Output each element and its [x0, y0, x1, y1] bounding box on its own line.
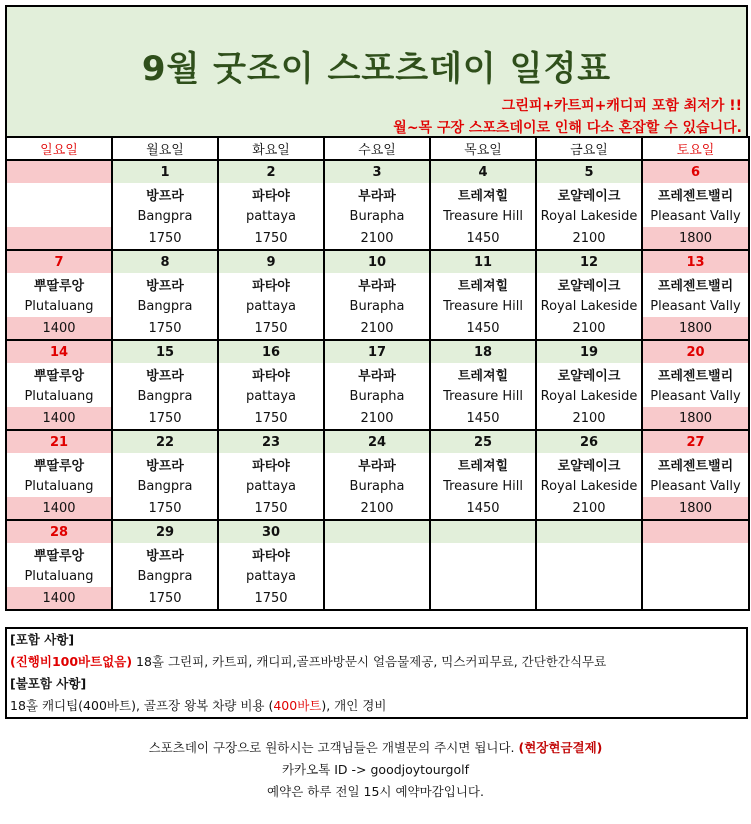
- weekday-header-row: [6, 137, 749, 160]
- weekday-header-tue: 화요일: [218, 137, 324, 160]
- excluded-text-pre: 18홀 캐디팁(400바트), 골프장 왕복 차량 비용 (: [10, 698, 274, 713]
- day-number: 22: [112, 430, 218, 453]
- course-price: 1450: [430, 497, 536, 520]
- day-number: 1: [112, 160, 218, 183]
- course-name: 방프라: [112, 453, 218, 475]
- day-number: 20: [642, 340, 749, 363]
- calendar-price-row: [6, 587, 749, 610]
- course-english-name: Pleasant Vally: [642, 475, 749, 497]
- day-number: 16: [218, 340, 324, 363]
- included-title: [포함 사항]: [10, 632, 75, 647]
- course-price: 1750: [112, 587, 218, 610]
- course-english-name: [430, 565, 536, 587]
- day-number: 12: [536, 250, 642, 273]
- course-english-name: pattaya: [218, 565, 324, 587]
- day-number: 13: [642, 250, 749, 273]
- calendar-name-row: [6, 183, 749, 205]
- excluded-row: [7, 695, 746, 717]
- footer-text-1: 스포츠데이 구장으로 원하시는 고객님들은 개별문의 주시면 됩니다.: [148, 740, 519, 755]
- course-price: 2100: [536, 317, 642, 340]
- course-name: 파타야: [218, 183, 324, 205]
- course-price: 1750: [112, 407, 218, 430]
- course-english-name: Plutaluang: [6, 475, 112, 497]
- course-english-name: Treasure Hill: [430, 475, 536, 497]
- course-name: 프레젠트밸리: [642, 183, 749, 205]
- course-price: [642, 587, 749, 610]
- course-english-name: Bangpra: [112, 565, 218, 587]
- calendar-name-row: [6, 363, 749, 385]
- day-number: [536, 520, 642, 543]
- course-name: 방프라: [112, 363, 218, 385]
- day-number: 17: [324, 340, 430, 363]
- course-english-name: Plutaluang: [6, 385, 112, 407]
- course-name: 뿌딸루앙: [6, 453, 112, 475]
- course-price: 1750: [112, 317, 218, 340]
- course-price: [324, 587, 430, 610]
- course-english-name: pattaya: [218, 475, 324, 497]
- course-english-name: Bangpra: [112, 205, 218, 227]
- included-title-row: [7, 629, 746, 651]
- calendar-eng-row: [6, 475, 749, 497]
- weekday-header-wed: 수요일: [324, 137, 430, 160]
- calendar-date-row: [6, 340, 749, 363]
- course-name: 트레져힐: [430, 453, 536, 475]
- included-note: (진행비100바트없음): [10, 654, 133, 669]
- course-price: 1750: [218, 587, 324, 610]
- day-number: 7: [6, 250, 112, 273]
- day-number: 9: [218, 250, 324, 273]
- footer-deadline: 예약은 하루 전일 15시 예약마감입니다.: [267, 784, 484, 799]
- course-english-name: [536, 565, 642, 587]
- excluded-red: 400바트: [273, 698, 322, 713]
- included-row: [7, 651, 746, 673]
- day-number: 19: [536, 340, 642, 363]
- course-price: 2100: [536, 497, 642, 520]
- day-number: 15: [112, 340, 218, 363]
- course-name: 트레져힐: [430, 363, 536, 385]
- day-number: 5: [536, 160, 642, 183]
- course-english-name: Burapha: [324, 385, 430, 407]
- weekday-header-sun: 일요일: [6, 137, 112, 160]
- course-name: 프레젠트밸리: [642, 453, 749, 475]
- page-title: 9월 굿조이 스포츠데이 일정표: [141, 49, 612, 89]
- course-name: 방프라: [112, 273, 218, 295]
- course-name: 파타야: [218, 273, 324, 295]
- course-price: 1750: [112, 227, 218, 250]
- course-name: 트레져힐: [430, 273, 536, 295]
- course-english-name: [324, 565, 430, 587]
- course-name: [324, 543, 430, 565]
- calendar-name-row: [6, 453, 749, 475]
- day-number: [6, 160, 112, 183]
- course-name: 부라파: [324, 183, 430, 205]
- day-number: 10: [324, 250, 430, 273]
- calendar-date-row: [6, 520, 749, 543]
- course-english-name: Burapha: [324, 205, 430, 227]
- course-price: 1750: [218, 497, 324, 520]
- course-name: 파타야: [218, 363, 324, 385]
- course-english-name: Burapha: [324, 475, 430, 497]
- course-price: [6, 227, 112, 250]
- calendar-eng-row: [6, 385, 749, 407]
- course-english-name: pattaya: [218, 205, 324, 227]
- calendar-eng-row: [6, 205, 749, 227]
- course-price: 1400: [6, 407, 112, 430]
- course-price: 1450: [430, 317, 536, 340]
- calendar-date-row: [6, 430, 749, 453]
- calendar-table: [5, 136, 750, 611]
- course-english-name: pattaya: [218, 295, 324, 317]
- course-name: 로얄레이크: [536, 183, 642, 205]
- course-price: 1450: [430, 407, 536, 430]
- course-name: 로얄레이크: [536, 363, 642, 385]
- course-english-name: Pleasant Vally: [642, 205, 749, 227]
- excluded-text-post: ), 개인 경비: [321, 698, 387, 713]
- promo-line-1: 그린피+카트피+캐디피 포함 최저가 !!: [501, 98, 742, 114]
- footer-line-1: [0, 738, 751, 756]
- course-name: 프레젠트밸리: [642, 363, 749, 385]
- calendar-price-row: [6, 407, 749, 430]
- calendar-price-row: [6, 497, 749, 520]
- course-price: 1450: [430, 227, 536, 250]
- day-number: 18: [430, 340, 536, 363]
- course-price: 2100: [324, 317, 430, 340]
- calendar-price-row: [6, 227, 749, 250]
- day-number: 27: [642, 430, 749, 453]
- included-text: 18홀 그린피, 카트피, 캐디피,골프바방문시 얼음물제공, 믹스커피무료, 간단한간식무료: [132, 654, 607, 669]
- course-english-name: [6, 205, 112, 227]
- course-english-name: Bangpra: [112, 385, 218, 407]
- course-price: 1800: [642, 497, 749, 520]
- course-name: 뿌딸루앙: [6, 273, 112, 295]
- header-banner: [5, 5, 748, 138]
- calendar-name-row: [6, 273, 749, 295]
- info-box: [5, 627, 748, 719]
- day-number: 23: [218, 430, 324, 453]
- excluded-title: [불포함 사항]: [10, 676, 87, 691]
- course-english-name: Treasure Hill: [430, 385, 536, 407]
- course-name: 부라파: [324, 453, 430, 475]
- course-name: 부라파: [324, 273, 430, 295]
- day-number: 21: [6, 430, 112, 453]
- day-number: 2: [218, 160, 324, 183]
- course-english-name: Burapha: [324, 295, 430, 317]
- course-english-name: Royal Lakeside: [536, 205, 642, 227]
- course-price: 2100: [536, 227, 642, 250]
- course-name: 로얄레이크: [536, 453, 642, 475]
- weekday-header-thu: 목요일: [430, 137, 536, 160]
- day-number: 30: [218, 520, 324, 543]
- course-english-name: Royal Lakeside: [536, 295, 642, 317]
- day-number: 3: [324, 160, 430, 183]
- day-number: 14: [6, 340, 112, 363]
- course-price: [430, 587, 536, 610]
- course-name: 방프라: [112, 183, 218, 205]
- course-english-name: Plutaluang: [6, 565, 112, 587]
- day-number: 24: [324, 430, 430, 453]
- course-name: 파타야: [218, 453, 324, 475]
- calendar-eng-row: [6, 565, 749, 587]
- course-price: 1750: [112, 497, 218, 520]
- course-price: 1750: [218, 227, 324, 250]
- day-number: 28: [6, 520, 112, 543]
- course-name: 뿌딸루앙: [6, 543, 112, 565]
- calendar-eng-row: [6, 295, 749, 317]
- course-price: 1800: [642, 317, 749, 340]
- footer-kakao-id: 카카오톡 ID -> goodjoytourgolf: [281, 762, 470, 777]
- course-english-name: pattaya: [218, 385, 324, 407]
- day-number: [430, 520, 536, 543]
- promo-line-2: 월~목 구장 스포츠데이로 인해 다소 혼잡할 수 있습니다.: [393, 120, 742, 136]
- course-name: 로얄레이크: [536, 273, 642, 295]
- calendar-date-row: [6, 160, 749, 183]
- course-name: 트레져힐: [430, 183, 536, 205]
- course-price: 1400: [6, 587, 112, 610]
- day-number: [324, 520, 430, 543]
- course-price: 1800: [642, 227, 749, 250]
- course-english-name: [642, 565, 749, 587]
- course-english-name: Treasure Hill: [430, 205, 536, 227]
- course-name: 파타야: [218, 543, 324, 565]
- course-english-name: Pleasant Vally: [642, 385, 749, 407]
- day-number: 8: [112, 250, 218, 273]
- course-name: 부라파: [324, 363, 430, 385]
- course-name: [6, 183, 112, 205]
- course-english-name: Royal Lakeside: [536, 475, 642, 497]
- course-english-name: Plutaluang: [6, 295, 112, 317]
- weekday-header-sat: 토요일: [642, 137, 749, 160]
- course-english-name: Bangpra: [112, 295, 218, 317]
- course-price: 1400: [6, 497, 112, 520]
- excluded-title-row: [7, 673, 746, 695]
- course-english-name: Bangpra: [112, 475, 218, 497]
- day-number: 6: [642, 160, 749, 183]
- course-price: 1400: [6, 317, 112, 340]
- course-price: 2100: [324, 227, 430, 250]
- course-name: 프레젠트밸리: [642, 273, 749, 295]
- course-price: [536, 587, 642, 610]
- course-name: [642, 543, 749, 565]
- course-price: 1750: [218, 407, 324, 430]
- day-number: 25: [430, 430, 536, 453]
- day-number: [642, 520, 749, 543]
- day-number: 11: [430, 250, 536, 273]
- day-number: 4: [430, 160, 536, 183]
- day-number: 26: [536, 430, 642, 453]
- weekday-header-mon: 월요일: [112, 137, 218, 160]
- course-english-name: Pleasant Vally: [642, 295, 749, 317]
- calendar-price-row: [6, 317, 749, 340]
- course-price: 1750: [218, 317, 324, 340]
- course-price: 2100: [324, 497, 430, 520]
- day-number: 29: [112, 520, 218, 543]
- course-price: 2100: [536, 407, 642, 430]
- course-english-name: Royal Lakeside: [536, 385, 642, 407]
- calendar-date-row: [6, 250, 749, 273]
- course-name: 방프라: [112, 543, 218, 565]
- course-name: [430, 543, 536, 565]
- course-name: [536, 543, 642, 565]
- calendar-name-row: [6, 543, 749, 565]
- footer-payment-note: (현장현금결제): [518, 740, 603, 755]
- course-price: 1800: [642, 407, 749, 430]
- course-name: 뿌딸루앙: [6, 363, 112, 385]
- course-price: 2100: [324, 407, 430, 430]
- weekday-header-fri: 금요일: [536, 137, 642, 160]
- course-english-name: Treasure Hill: [430, 295, 536, 317]
